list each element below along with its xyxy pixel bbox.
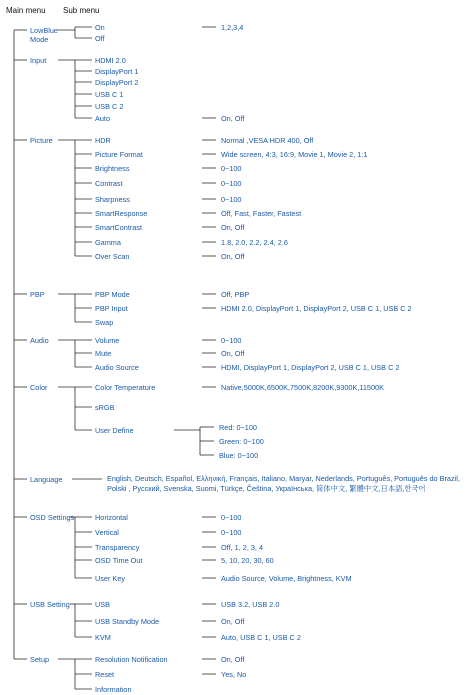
option-values: On, Off	[221, 113, 245, 123]
option-values: HDMI 2.0, DisplayPort 1, DisplayPort 2, USB C 1, USB C 2	[221, 303, 412, 313]
option-values: Audio Source, Volume, Brightness, KVM	[221, 573, 352, 583]
sub-menu-item: Contrast	[95, 178, 123, 188]
option-values: Wide screen, 4:3, 16:9, Movie 1, Movie 2, 1:1	[221, 149, 368, 159]
main-menu-setup: Setup	[30, 654, 50, 664]
sub-menu-header: Sub menu	[63, 6, 100, 15]
sub-menu-item: Swap	[95, 317, 114, 327]
option-values: 0~100	[221, 512, 242, 522]
main-menu-language: Language	[30, 474, 63, 484]
sub-menu-item: Gamma	[95, 237, 121, 247]
option-values: 5, 10, 20, 30, 60	[221, 555, 274, 565]
sub-menu-item: Auto	[95, 113, 111, 123]
sub-menu-item: Reset	[95, 669, 115, 679]
sub-menu-item: HDMI 2.0	[95, 55, 126, 65]
option-values: 0~100	[221, 335, 242, 345]
language-options: English, Deutsch, Español, Ελληνική, Français, Italiano, Maryar, Nederlands, Português, Português do Brazil, Polski , Русский, Svenska, Suomi, Türkçe, Čeština, Українська, 简体中文, 繁體中文,日本語,한국어	[107, 474, 460, 493]
option-values: Off, 1, 2, 3, 4	[221, 542, 264, 552]
sub-menu-item: USB C 1	[95, 89, 124, 99]
main-menu-input: Input	[30, 55, 47, 65]
sub-menu-item: DisplayPort 2	[95, 77, 139, 87]
option-values: On, Off	[221, 222, 245, 232]
sub-menu-item: PBP Input	[95, 303, 128, 313]
sub-menu-item: Mute	[95, 348, 112, 358]
option-values: On, Off	[221, 348, 245, 358]
sub-menu-item: OSD Time Out	[95, 555, 143, 565]
main-menu-audio: Audio	[30, 335, 49, 345]
sub-menu-item: Sharpness	[95, 194, 130, 204]
option-values: USB 3.2, USB 2.0	[221, 599, 280, 609]
option-values: 1.8, 2.0, 2.2, 2.4, 2.6	[221, 237, 288, 247]
main-menu-picture: Picture	[30, 135, 53, 145]
user-define-option: Red: 0~100	[219, 422, 257, 432]
sub-menu-item: USB Standby Mode	[95, 616, 160, 626]
user-define-option: Green: 0~100	[219, 436, 264, 446]
user-define-option: Blue: 0~100	[219, 450, 259, 460]
option-values: Native,5000K,6500K,7500K,8200K,9300K,11500K	[221, 382, 384, 392]
option-values: On, Off	[221, 616, 245, 626]
main-menu-usb: USB Setting	[30, 599, 70, 609]
option-values: Off, Fast, Faster, Fastest	[221, 208, 302, 218]
sub-menu-item: On	[95, 22, 105, 32]
sub-menu-item: Picture Format	[95, 149, 143, 159]
option-values: Off, PBP	[221, 289, 250, 299]
main-menu-lowblue: LowBlue	[30, 25, 58, 35]
sub-menu-item: Over Scan	[95, 251, 130, 261]
option-values: On, Off	[221, 654, 245, 664]
option-values: 0~100	[221, 194, 242, 204]
option-values: HDMI, DisplayPort 1, DisplayPort 2, USB C 1, USB C 2	[221, 362, 400, 372]
option-values: Normal ,VESA HDR 400, Off	[221, 135, 314, 145]
option-values: 0~100	[221, 163, 242, 173]
main-menu-osd: OSD Settings	[30, 512, 75, 522]
sub-menu-item: User Define	[95, 425, 134, 435]
sub-menu-item: Vertical	[95, 527, 119, 537]
option-values: 0~100	[221, 527, 242, 537]
sub-menu-item: Resolution Notification	[95, 654, 168, 664]
sub-menu-item: Color Temperature	[95, 382, 156, 392]
sub-menu-item: SmartContrast	[95, 222, 143, 232]
sub-menu-item: Off	[95, 33, 105, 43]
sub-menu-item: PBP Mode	[95, 289, 130, 299]
sub-menu-item: USB	[95, 599, 111, 609]
main-menu-lowblue: Mode	[30, 34, 49, 44]
sub-menu-item: HDR	[95, 135, 111, 145]
main-menu-color: Color	[30, 382, 48, 392]
sub-menu-item: Information	[95, 684, 132, 694]
sub-menu-item: KVM	[95, 632, 111, 642]
sub-menu-item: DisplayPort 1	[95, 66, 139, 76]
sub-menu-item: User Key	[95, 573, 126, 583]
main-menu-header: Main menu	[6, 6, 46, 15]
sub-menu-item: Horizontal	[95, 512, 128, 522]
sub-menu-item: sRGB	[95, 402, 115, 412]
sub-menu-item: Volume	[95, 335, 120, 345]
option-values: 1,2,3,4	[221, 22, 244, 32]
sub-menu-item: SmartResponse	[95, 208, 148, 218]
option-values: On, Off	[221, 251, 245, 261]
option-values: 0~100	[221, 178, 242, 188]
main-menu-pbp: PBP	[30, 289, 45, 299]
option-values: Auto, USB C 1, USB C 2	[221, 632, 301, 642]
sub-menu-item: Brightness	[95, 163, 130, 173]
sub-menu-item: Audio Source	[95, 362, 139, 372]
sub-menu-item: USB C 2	[95, 101, 124, 111]
option-values: Yes, No	[221, 669, 247, 679]
sub-menu-item: Transparency	[95, 542, 140, 552]
